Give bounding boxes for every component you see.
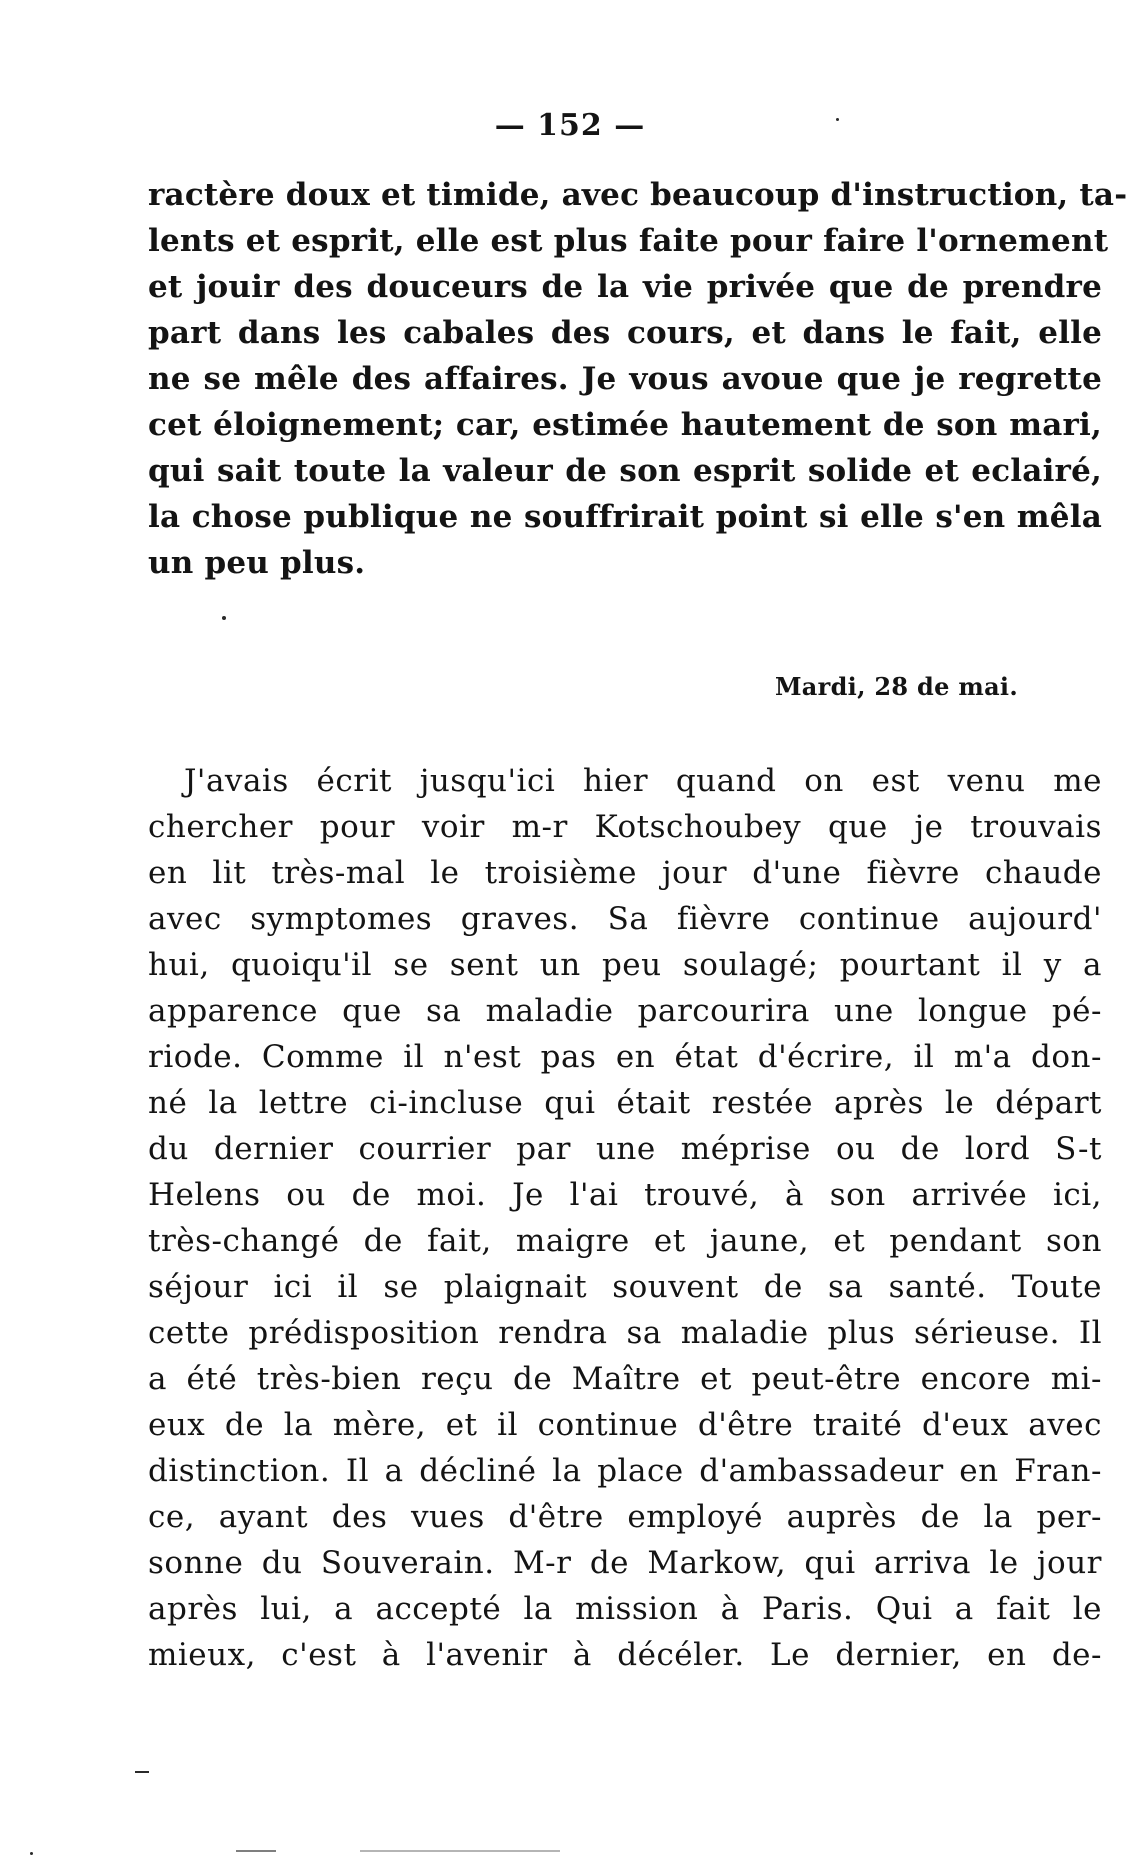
text-line: avec symptomes graves. Sa fièvre continue aujourd': [148, 901, 1102, 937]
print-mark: [236, 1850, 276, 1852]
print-mark: [360, 1850, 560, 1852]
text-line: en lit très-mal le troisième jour d'une fièvre chaude: [148, 855, 1102, 891]
entry-date: Mardi, 28 de mai.: [774, 672, 1018, 701]
text-line: Helens ou de moi. Je l'ai trouvé, à son arrivée ici,: [148, 1177, 1102, 1213]
text-line: hui, quoiqu'il se sent un peu soulagé; pourtant il y a: [148, 947, 1102, 983]
text-line: né la lettre ci-incluse qui était restée après le départ: [148, 1085, 1102, 1121]
paragraph-entry: [148, 758, 1102, 1678]
text-line: lents et esprit, elle est plus faite pour faire l'ornement: [148, 223, 1109, 259]
text-line: a été très-bien reçu de Maître et peut-être encore mi-: [148, 1361, 1102, 1397]
text-line: ce, ayant des vues d'être employé auprès de la per-: [148, 1499, 1102, 1535]
text-line: ne se mêle des affaires. Je vous avoue que je regrette: [148, 361, 1102, 397]
text-line: ractère doux et timide, avec beaucoup d'instruction, ta-: [148, 177, 1128, 213]
text-line: du dernier courrier par une méprise ou de lord S-t: [148, 1131, 1102, 1167]
print-mark: [135, 1771, 149, 1773]
text-line: cet éloignement; car, estimée hautement de son mari,: [148, 407, 1102, 443]
text-line: la chose publique ne souffrirait point si elle s'en mêla: [148, 499, 1102, 535]
text-line: mieux, c'est à l'avenir à décéler. Le dernier, en de-: [148, 1637, 1102, 1673]
text-line: cette prédisposition rendra sa maladie plus sérieuse. Il: [148, 1315, 1102, 1351]
paragraph-continued: [148, 172, 1128, 586]
print-speck: [836, 118, 839, 121]
text-line: après lui, a accepté la mission à Paris. Qui a fait le: [148, 1591, 1102, 1627]
text-line: qui sait toute la valeur de son esprit solide et eclairé,: [148, 453, 1102, 489]
text-line: très-changé de fait, maigre et jaune, et pendant son: [148, 1223, 1102, 1259]
text-line: riode. Comme il n'est pas en état d'écrire, il m'a don-: [148, 1039, 1102, 1075]
text-line: distinction. Il a décliné la place d'ambassadeur en Fran-: [148, 1453, 1102, 1489]
text-line: J'avais écrit jusqu'ici hier quand on est venu me: [184, 763, 1102, 799]
text-line: part dans les cabales des cours, et dans le fait, elle: [148, 315, 1102, 351]
text-line: et jouir des douceurs de la vie privée que de prendre: [148, 269, 1102, 305]
text-line: chercher pour voir m-r Kotschoubey que je trouvais: [148, 809, 1102, 845]
text-line: eux de la mère, et il continue d'être traité d'eux avec: [148, 1407, 1102, 1443]
page-number: — 152 —: [494, 108, 646, 143]
text-line: apparence que sa maladie parcourira une longue pé-: [148, 993, 1102, 1029]
text-line: un peu plus.: [148, 545, 366, 581]
text-line: sonne du Souverain. M-r de Markow, qui arriva le jour: [148, 1545, 1102, 1581]
text-line: séjour ici il se plaignait souvent de sa santé. Toute: [148, 1269, 1102, 1305]
print-speck: [222, 616, 226, 620]
